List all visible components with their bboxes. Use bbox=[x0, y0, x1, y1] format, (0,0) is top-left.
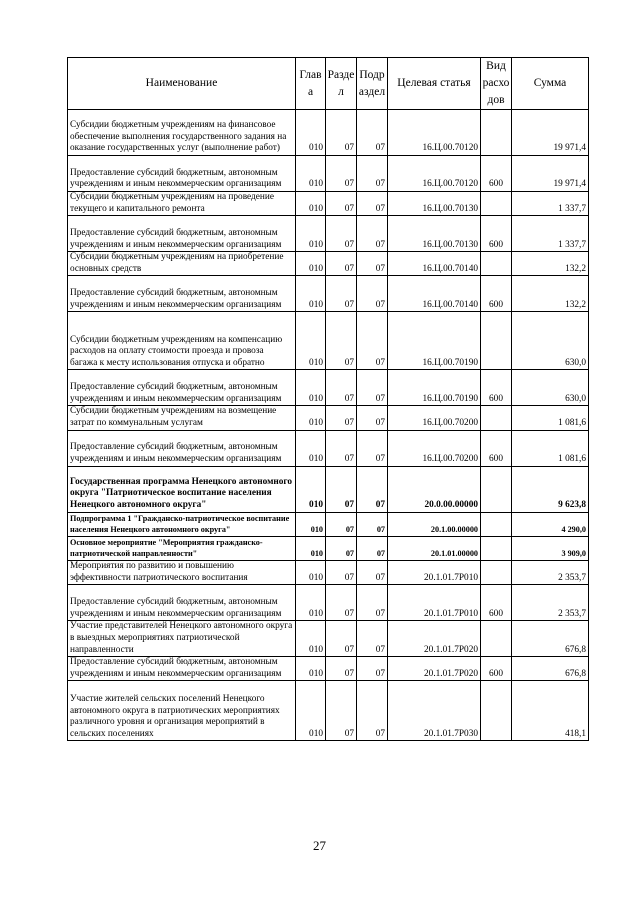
cell-statya: 16.Ц.00.70130 bbox=[388, 216, 481, 252]
cell-razdel: 07 bbox=[326, 466, 357, 512]
cell-statya: 20.1.01.7Р010 bbox=[388, 585, 481, 621]
cell-razdel: 07 bbox=[326, 512, 357, 536]
cell-summa: 9 623,8 bbox=[512, 466, 589, 512]
cell-statya: 16.Ц.00.70190 bbox=[388, 370, 481, 406]
cell-name: Субсидии бюджетным учреждениям на проведение текущего и капитального ремонта bbox=[68, 192, 296, 216]
cell-vid: 600 bbox=[481, 585, 512, 621]
cell-vid bbox=[481, 512, 512, 536]
table-row bbox=[68, 560, 589, 584]
page-number: 27 bbox=[313, 838, 326, 853]
header-razdel: Разде л bbox=[326, 58, 357, 110]
cell-statya: 20.1.00.00000 bbox=[388, 512, 481, 536]
cell-podrazdel: 07 bbox=[357, 252, 388, 276]
header-statya: Целевая статья bbox=[388, 58, 481, 110]
cell-name: Участие представителей Ненецкого автономного округа в выездных мероприятиях патриотической направленности bbox=[68, 621, 296, 657]
cell-podrazdel: 07 bbox=[357, 430, 388, 466]
cell-podrazdel: 07 bbox=[357, 621, 388, 657]
cell-razdel: 07 bbox=[326, 252, 357, 276]
cell-podrazdel: 07 bbox=[357, 110, 388, 156]
cell-name: Предоставление субсидий бюджетным, автономным учреждениям и иным некоммерческим организациям bbox=[68, 430, 296, 466]
table-row bbox=[68, 370, 589, 406]
cell-summa: 1 337,7 bbox=[512, 192, 589, 216]
cell-name: Предоставление субсидий бюджетным, автономным учреждениям и иным некоммерческим организациям bbox=[68, 216, 296, 252]
cell-razdel: 07 bbox=[326, 406, 357, 430]
cell-name: Субсидии бюджетным учреждениям на финансовое обеспечение выполнения государственного задания на оказание государственных услуг (выполнение работ) bbox=[68, 110, 296, 156]
cell-statya: 16.Ц.00.70120 bbox=[388, 110, 481, 156]
cell-glava: 010 bbox=[296, 312, 326, 370]
table-row bbox=[68, 466, 589, 512]
table-row bbox=[68, 585, 589, 621]
cell-name: Предоставление субсидий бюджетным, автономным учреждениям и иным некоммерческим организациям bbox=[68, 585, 296, 621]
cell-glava: 010 bbox=[296, 430, 326, 466]
cell-vid: 600 bbox=[481, 657, 512, 681]
table-row bbox=[68, 430, 589, 466]
cell-vid: 600 bbox=[481, 156, 512, 192]
cell-vid bbox=[481, 560, 512, 584]
cell-summa: 2 353,7 bbox=[512, 585, 589, 621]
cell-summa: 1 337,7 bbox=[512, 216, 589, 252]
cell-statya: 16.Ц.00.70200 bbox=[388, 430, 481, 466]
cell-name: Субсидии бюджетным учреждениям на возмещение затрат по коммунальным услугам bbox=[68, 406, 296, 430]
cell-vid bbox=[481, 681, 512, 741]
table-row bbox=[68, 512, 589, 536]
cell-razdel: 07 bbox=[326, 192, 357, 216]
header-glava: Глав а bbox=[296, 58, 326, 110]
cell-statya: 16.Ц.00.70130 bbox=[388, 192, 481, 216]
table-row bbox=[68, 192, 589, 216]
cell-summa: 630,0 bbox=[512, 370, 589, 406]
cell-summa: 132,2 bbox=[512, 276, 589, 312]
cell-razdel: 07 bbox=[326, 585, 357, 621]
cell-glava: 010 bbox=[296, 466, 326, 512]
cell-summa: 132,2 bbox=[512, 252, 589, 276]
cell-vid bbox=[481, 406, 512, 430]
cell-vid bbox=[481, 312, 512, 370]
table-row bbox=[68, 276, 589, 312]
cell-razdel: 07 bbox=[326, 560, 357, 584]
cell-razdel: 07 bbox=[326, 156, 357, 192]
table-row bbox=[68, 156, 589, 192]
cell-vid: 600 bbox=[481, 430, 512, 466]
cell-name: Участие жителей сельских поселений Ненецкого автономного округа в патриотических мероприятиях различного уровня и организация мероприятий в сельских поселениях bbox=[68, 681, 296, 741]
cell-razdel: 07 bbox=[326, 536, 357, 560]
cell-razdel: 07 bbox=[326, 430, 357, 466]
cell-summa: 3 909,0 bbox=[512, 536, 589, 560]
cell-vid bbox=[481, 466, 512, 512]
cell-statya: 16.Ц.00.70140 bbox=[388, 252, 481, 276]
cell-name: Предоставление субсидий бюджетным, автономным учреждениям и иным некоммерческим организациям bbox=[68, 156, 296, 192]
table-row bbox=[68, 621, 589, 657]
cell-podrazdel: 07 bbox=[357, 192, 388, 216]
table-row bbox=[68, 216, 589, 252]
cell-statya: 20.1.01.7Р030 bbox=[388, 681, 481, 741]
cell-podrazdel: 07 bbox=[357, 406, 388, 430]
header-podrazdel: Подр аздел bbox=[357, 58, 388, 110]
cell-statya: 16.Ц.00.70140 bbox=[388, 276, 481, 312]
cell-podrazdel: 07 bbox=[357, 560, 388, 584]
cell-name: Субсидии бюджетным учреждениям на компенсацию расходов на оплату стоимости проезда и провоза багажа к месту использования отпуска и обратно bbox=[68, 312, 296, 370]
cell-glava: 010 bbox=[296, 536, 326, 560]
cell-podrazdel: 07 bbox=[357, 216, 388, 252]
cell-podrazdel: 07 bbox=[357, 512, 388, 536]
cell-statya: 20.0.00.00000 bbox=[388, 466, 481, 512]
cell-podrazdel: 07 bbox=[357, 156, 388, 192]
cell-razdel: 07 bbox=[326, 110, 357, 156]
cell-podrazdel: 07 bbox=[357, 681, 388, 741]
cell-podrazdel: 07 bbox=[357, 370, 388, 406]
cell-name: Мероприятия по развитию и повышению эффективности патриотического воспитания bbox=[68, 560, 296, 584]
cell-name: Предоставление субсидий бюджетным, автономным учреждениям и иным некоммерческим организациям bbox=[68, 276, 296, 312]
table-header-row bbox=[68, 58, 589, 110]
cell-statya: 20.1.01.7Р020 bbox=[388, 621, 481, 657]
cell-glava: 010 bbox=[296, 560, 326, 584]
table-row bbox=[68, 110, 589, 156]
table-row bbox=[68, 406, 589, 430]
cell-razdel: 07 bbox=[326, 681, 357, 741]
cell-podrazdel: 07 bbox=[357, 657, 388, 681]
cell-vid: 600 bbox=[481, 216, 512, 252]
cell-podrazdel: 07 bbox=[357, 466, 388, 512]
header-vid: Вид расхо дов bbox=[481, 58, 512, 110]
table-row bbox=[68, 536, 589, 560]
cell-glava: 010 bbox=[296, 192, 326, 216]
cell-vid bbox=[481, 252, 512, 276]
cell-glava: 010 bbox=[296, 406, 326, 430]
table-body bbox=[68, 110, 589, 741]
cell-vid bbox=[481, 536, 512, 560]
cell-statya: 20.1.01.00000 bbox=[388, 536, 481, 560]
cell-razdel: 07 bbox=[326, 621, 357, 657]
cell-vid: 600 bbox=[481, 276, 512, 312]
cell-summa: 630,0 bbox=[512, 312, 589, 370]
cell-glava: 010 bbox=[296, 512, 326, 536]
cell-summa: 676,8 bbox=[512, 657, 589, 681]
cell-glava: 010 bbox=[296, 156, 326, 192]
header-name: Наименование bbox=[68, 58, 296, 110]
cell-podrazdel: 07 bbox=[357, 312, 388, 370]
cell-name: Основное мероприятие "Мероприятия гражданско-патриотической направленности" bbox=[68, 536, 296, 560]
cell-summa: 418,1 bbox=[512, 681, 589, 741]
cell-summa: 19 971,4 bbox=[512, 156, 589, 192]
cell-statya: 16.Ц.00.70200 bbox=[388, 406, 481, 430]
cell-summa: 676,8 bbox=[512, 621, 589, 657]
cell-podrazdel: 07 bbox=[357, 276, 388, 312]
cell-statya: 16.Ц.00.70120 bbox=[388, 156, 481, 192]
cell-summa: 2 353,7 bbox=[512, 560, 589, 584]
cell-razdel: 07 bbox=[326, 370, 357, 406]
cell-statya: 20.1.01.7Р010 bbox=[388, 560, 481, 584]
cell-razdel: 07 bbox=[326, 216, 357, 252]
cell-summa: 1 081,6 bbox=[512, 406, 589, 430]
cell-statya: 16.Ц.00.70190 bbox=[388, 312, 481, 370]
cell-name: Субсидии бюджетным учреждениям на приобретение основных средств bbox=[68, 252, 296, 276]
cell-vid: 600 bbox=[481, 370, 512, 406]
cell-glava: 010 bbox=[296, 252, 326, 276]
cell-name: Подпрограмма 1 "Гражданско-патриотическое воспитание населения Ненецкого автономного округа" bbox=[68, 512, 296, 536]
cell-vid bbox=[481, 621, 512, 657]
cell-podrazdel: 07 bbox=[357, 585, 388, 621]
header-summa: Сумма bbox=[512, 58, 589, 110]
cell-glava: 010 bbox=[296, 681, 326, 741]
cell-summa: 19 971,4 bbox=[512, 110, 589, 156]
table-row bbox=[68, 312, 589, 370]
cell-glava: 010 bbox=[296, 216, 326, 252]
table-row bbox=[68, 681, 589, 741]
cell-glava: 010 bbox=[296, 370, 326, 406]
budget-table bbox=[67, 57, 589, 741]
cell-glava: 010 bbox=[296, 621, 326, 657]
table-row bbox=[68, 252, 589, 276]
cell-glava: 010 bbox=[296, 276, 326, 312]
cell-razdel: 07 bbox=[326, 276, 357, 312]
cell-glava: 010 bbox=[296, 585, 326, 621]
cell-summa: 1 081,6 bbox=[512, 430, 589, 466]
cell-name: Предоставление субсидий бюджетным, автономным учреждениям и иным некоммерческим организациям bbox=[68, 657, 296, 681]
table-row bbox=[68, 657, 589, 681]
cell-statya: 20.1.01.7Р020 bbox=[388, 657, 481, 681]
cell-summa: 4 290,0 bbox=[512, 512, 589, 536]
cell-vid bbox=[481, 192, 512, 216]
cell-razdel: 07 bbox=[326, 312, 357, 370]
cell-glava: 010 bbox=[296, 110, 326, 156]
cell-name: Государственная программа Ненецкого автономного округа "Патриотическое воспитание населения Ненецкого автономного округа" bbox=[68, 466, 296, 512]
cell-podrazdel: 07 bbox=[357, 536, 388, 560]
cell-razdel: 07 bbox=[326, 657, 357, 681]
cell-name: Предоставление субсидий бюджетным, автономным учреждениям и иным некоммерческим организациям bbox=[68, 370, 296, 406]
cell-vid bbox=[481, 110, 512, 156]
cell-glava: 010 bbox=[296, 657, 326, 681]
